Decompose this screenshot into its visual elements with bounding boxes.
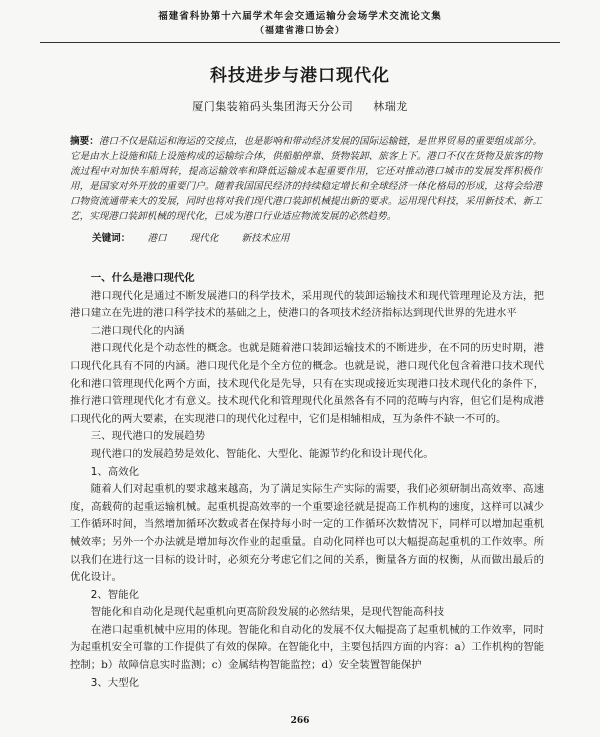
paragraph: 港口现代化是通过不断发展港口的科学技术，采用现代的装卸运输技术和现代管理理论及方法，把港口建立在先进的港口科学技术的基础之上，使港口的各项技术经济指标达到现代世界的先进水平	[70, 289, 544, 320]
running-head-subtitle: （福建省港口协会）	[254, 26, 345, 36]
abstract-text: 港口不仅是陆运和海运的交接点，也是影响和带动经济发展的国际运输链，是世界贸易的重要组成部分。它是由水上设施和陆上设施构成的运输综合体，供船舶停靠、货物装卸、旅客上下。港口不仅在货物及旅客的物流过程中对加快车船周转，提高运输效率和降低运输成本起重要作用，它还对推动港口城市的发展发挥积极作用，是国家对外开放的重要门户。随着我国国民经济的持续稳定增长和全球经济一体化格局的形成，这将会给港口物资流通带来大的发展，同时也将对我们现代港口装卸机械提出新的要求。运用现代科技，采用新技术、新工艺，实现港口装卸机械的现代化，已成为港口行业适应物流发展的必然趋势。	[70, 136, 543, 222]
subsection-heading: 3、大型化	[90, 676, 139, 689]
abstract-label: 摘要：	[70, 136, 99, 147]
paragraph: 在港口起重机械中应用的体现。智能化和自动化的发展不仅大幅提高了起重机械的工作效率，同时为起重机安全可靠的工作提供了有效的保障。在智能化中，主要包括四方面的内容：a）工作机构的智能控制；b）故障信息实时监测；c）金属结构智能监控；d）安全装置智能保护	[70, 623, 544, 672]
section-heading: 三、现代港口的发展趋势	[90, 430, 206, 443]
paper-title: 科技进步与港口现代化	[210, 66, 390, 86]
subsection-heading: 1、高效化	[90, 465, 139, 478]
abstract	[70, 134, 542, 224]
paragraph: 现代港口的发展趋势是效化、智能化、大型化、能源节约化和设计现代化。	[90, 447, 434, 460]
subsection-heading: 二港口现代化的内涵	[90, 324, 185, 337]
paragraph: 智能化和自动化是现代起重机向更高阶段发展的必然结果，是现代智能高科技	[90, 606, 445, 619]
keyword: 现代化	[189, 233, 219, 244]
author-name: 林瑞龙	[373, 100, 408, 113]
running-head-title: 福建省科协第十六届学术年会交通运输分会场学术交流论文集	[158, 11, 442, 22]
body-text	[70, 270, 544, 692]
keywords-label: 关键词：	[92, 233, 131, 244]
keywords	[92, 230, 542, 244]
subsection-heading: 2、智能化	[90, 588, 139, 601]
paragraph: 港口现代化是个动态性的概念。也就是随着港口装卸运输技术的不断进步，在不同的历史时期，港口现代化具有不同的内涵。港口现代化是个全方位的概念。也就是说，港口现代化包含着港口技术现代化和港口管理现代化两个方面，技术现代化是先导，只有在实现或接近实现港口技术现代化的条件下，推行港口管理现代化才有意义。技术现代化和管理现代化虽然各有不同的范畴与内容，但它们是构成港口现代化的两大要素，在实现港口的现代化过程中，它们是相辅相成，互为条件不缺一不可的。	[70, 342, 544, 425]
header-rule	[40, 42, 560, 43]
section-heading: 一、什么是港口现代化	[90, 272, 195, 284]
page-number: 266	[290, 716, 310, 726]
affiliation: 厦门集装箱码头集团海天分公司	[192, 100, 354, 113]
keyword: 港口	[147, 233, 167, 244]
author-line	[0, 98, 600, 114]
running-head	[0, 10, 600, 38]
keyword: 新技术应用	[241, 233, 290, 244]
paragraph: 随着人们对起重机的要求越来越高，为了满足实际生产实际的需要，我们必须研制出高效率、高速度，高载荷的起重运输机械。起重机提高效率的一个重要途径就是提高工作机构的速度，这样可以减少工作循环时间，当然增加循环次数或者在保持每小时一定的工作循环次数情况下，同样可以增加起重机械效率；另外一个办法就是增加每次作业的起重量。自动化同样也可以大幅提高起重机的工作效率。所以我们在进行这一目标的设计时，必须充分考虑它们之间的关系，衡量各方面的权衡，从而做出最后的优化设计。	[70, 483, 544, 584]
